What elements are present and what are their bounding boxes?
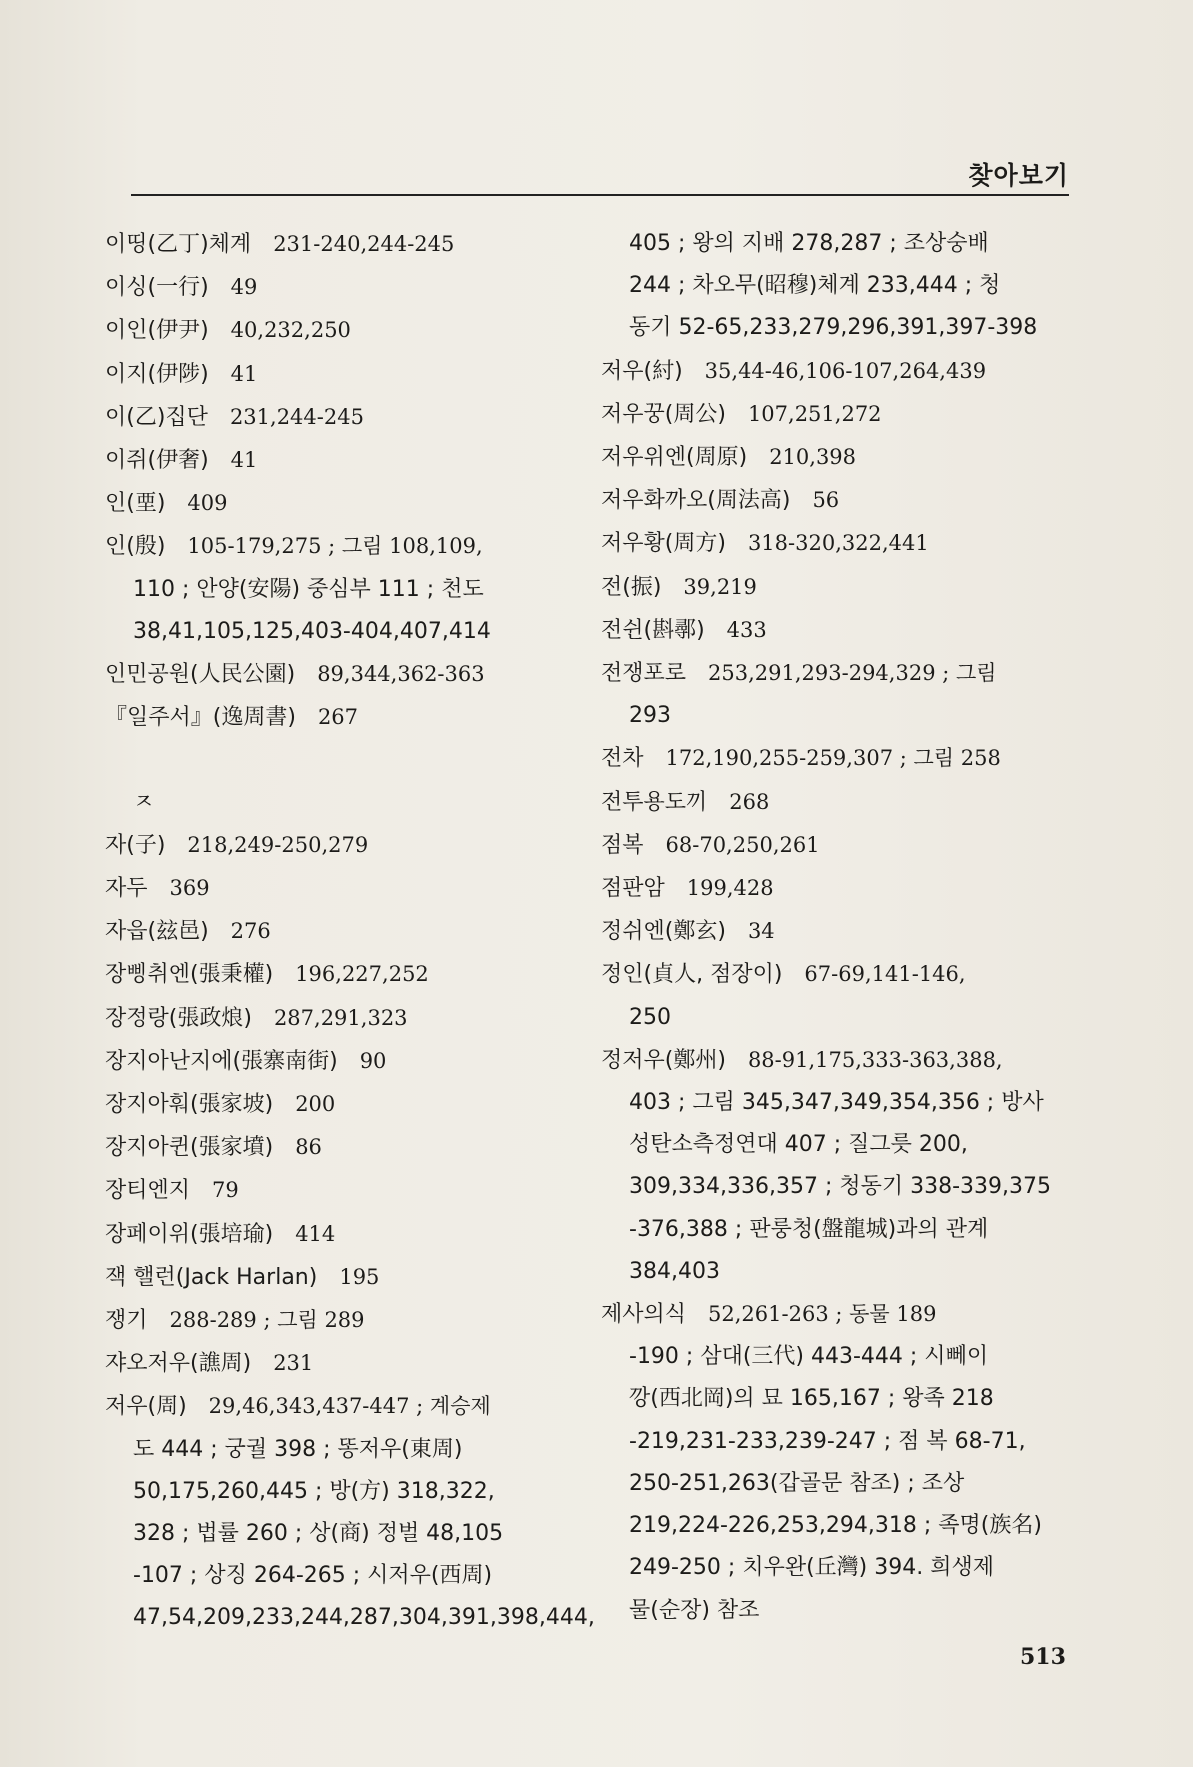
index-term: 인(殷) xyxy=(105,534,166,560)
blank-line xyxy=(133,739,593,781)
index-entry-continuation: 219,224-226,253,294,318 ; 족명(族名) xyxy=(629,1513,1042,1539)
index-entry xyxy=(601,824,1084,867)
index-entry-continuation: 328 ; 법률 260 ; 상(商) 정벌 48,105 xyxy=(133,1521,504,1547)
index-page-refs: 369 xyxy=(169,876,210,901)
index-entry-continuation: -190 ; 삼대(三代) 443-444 ; 시뻬이 xyxy=(629,1344,989,1370)
index-entry-continuation: 403 ; 그림 345,347,349,354,356 ; 방사 xyxy=(629,1090,1044,1116)
index-page-refs: 231,244-245 xyxy=(229,404,364,429)
index-entry-continuation: 도 444 ; 궁궐 398 ; 똥저우(東周) xyxy=(133,1436,463,1462)
index-term: 저우황(周方) xyxy=(601,531,726,557)
index-term: 저우꿍(周公) xyxy=(601,401,726,427)
index-entry-continuation: 250 xyxy=(629,1004,671,1030)
index-page-refs: 56 xyxy=(812,488,840,513)
index-entry xyxy=(105,309,593,352)
index-term: 정인(貞人, 점장이) xyxy=(601,962,783,988)
index-entry xyxy=(601,566,1084,609)
index-page-refs: 41 xyxy=(230,361,258,386)
index-page-refs: 35,44-46,106-107,264,439 xyxy=(704,358,987,383)
index-entry xyxy=(601,393,1084,436)
index-entry xyxy=(601,652,1084,695)
index-entry xyxy=(105,266,593,309)
index-entry xyxy=(105,353,593,396)
index-page-refs: 318-320,322,441 xyxy=(747,531,929,556)
index-page-refs: 210,398 xyxy=(769,445,857,470)
index-page-refs: 231 xyxy=(273,1351,314,1376)
index-page-refs: 68-70,250,261 xyxy=(665,832,820,857)
index-term: 정쉬엔(鄭玄) xyxy=(601,919,726,945)
index-column-left xyxy=(105,223,595,1640)
index-term: 장지아난지에(張寨南街) xyxy=(105,1048,338,1074)
index-page-refs: 40,232,250 xyxy=(230,318,351,343)
index-entry-continuation: 50,175,260,445 ; 방(方) 318,322, xyxy=(133,1478,495,1504)
index-column-right xyxy=(601,223,1084,1632)
index-page-refs: 107,251,272 xyxy=(747,401,882,426)
index-entry-continuation: -107 ; 상징 264-265 ; 시저우(西周) xyxy=(133,1563,493,1589)
index-page-refs: 89,344,362-363 xyxy=(317,662,485,687)
index-entry xyxy=(601,522,1084,565)
index-page-refs: 268 xyxy=(729,789,770,814)
index-entry xyxy=(105,953,593,996)
index-entry-continuation: 성탄소측정연대 407 ; 질그릇 200, xyxy=(629,1132,968,1158)
index-term: 인(垔) xyxy=(105,491,166,517)
index-entry xyxy=(601,609,1084,652)
index-entry xyxy=(105,1083,593,1126)
index-term: 이지(伊陟) xyxy=(105,361,209,387)
index-entry-continuation: 384,403 xyxy=(629,1258,720,1284)
index-term: 저우(紂) xyxy=(601,358,683,384)
index-page-refs: 218,249-250,279 xyxy=(187,832,369,857)
index-term: 장지아훠(張家坡) xyxy=(105,1092,274,1118)
index-term: 정저우(鄭州) xyxy=(601,1047,726,1073)
index-term: 장지아퀸(張家墳) xyxy=(105,1135,274,1161)
index-entry xyxy=(601,479,1084,522)
index-term: 자읍(玆邑) xyxy=(105,919,209,945)
index-page-refs: 49 xyxy=(230,275,258,300)
index-entry xyxy=(105,1213,593,1256)
index-entry-continuation: 38,41,105,125,403-404,407,414 xyxy=(133,618,491,644)
index-page-refs: 195 xyxy=(339,1264,380,1289)
index-page-refs: 267 xyxy=(317,705,359,730)
index-page-refs: 172,190,255-259,307 ; 그림 258 xyxy=(665,746,1001,771)
index-term: 이인(伊尹) xyxy=(105,318,209,344)
index-term: 전쉰(斟鄩) xyxy=(601,617,705,643)
index-page-refs: 52,261-263 ; 동물 189 xyxy=(708,1302,937,1327)
index-term: 전(振) xyxy=(601,574,662,600)
index-entry-continuation: 물(순장) 참조 xyxy=(629,1597,760,1623)
page-number: 513 xyxy=(1020,1644,1066,1670)
index-entry xyxy=(601,436,1084,479)
index-term: 제사의식 xyxy=(601,1302,687,1328)
index-entry xyxy=(601,737,1084,780)
index-term: 전쟁포로 xyxy=(601,661,687,687)
index-page-refs: 287,291,323 xyxy=(273,1005,408,1030)
header-rule xyxy=(131,194,1069,196)
index-entry-continuation: 깡(西北岡)의 묘 165,167 ; 왕족 218 xyxy=(629,1386,994,1412)
index-entry xyxy=(105,439,593,482)
index-entry-continuation: 249-250 ; 치우완(丘灣) 394. 희생제 xyxy=(629,1555,994,1581)
index-entry-continuation: 동기 52-65,233,279,296,391,397-398 xyxy=(629,315,1038,341)
index-page-refs: 276 xyxy=(230,919,271,944)
index-term: 『일주서』(逸周書) xyxy=(105,705,296,731)
index-page-refs: 88-91,175,333-363,388, xyxy=(747,1047,1003,1072)
index-entry xyxy=(601,1039,1084,1082)
index-entry xyxy=(105,1040,593,1083)
index-entry-continuation: 293 xyxy=(629,703,671,729)
index-entry xyxy=(105,396,593,439)
index-entry xyxy=(105,1256,593,1299)
index-term: 저우위엔(周原) xyxy=(601,445,748,471)
index-entry xyxy=(105,1385,593,1428)
index-page-refs: 231-240,244-245 xyxy=(273,232,455,256)
index-page-refs: 29,46,343,437-447 ; 계승제 xyxy=(208,1394,491,1419)
index-entry xyxy=(105,223,593,266)
index-entry xyxy=(601,910,1084,953)
index-entry-continuation: 309,334,336,357 ; 청동기 338-339,375 xyxy=(629,1174,1051,1200)
index-page-refs: 86 xyxy=(295,1135,322,1160)
index-entry xyxy=(105,1126,593,1169)
index-entry xyxy=(105,1342,593,1385)
section-letter-heading: ㅈ xyxy=(133,789,155,815)
index-term: 쟁기 xyxy=(105,1308,148,1334)
index-entry xyxy=(105,824,593,867)
index-page-refs: 414 xyxy=(295,1221,336,1246)
index-page-refs: 79 xyxy=(212,1178,239,1203)
index-term: 점판암 xyxy=(601,876,665,902)
index-page-refs: 39,219 xyxy=(683,574,757,599)
index-page-refs: 199,428 xyxy=(686,876,774,901)
index-page-refs: 34 xyxy=(747,919,775,944)
index-entry xyxy=(105,1169,593,1212)
index-entry xyxy=(105,696,593,739)
index-page-refs: 253,291,293-294,329 ; 그림 xyxy=(708,661,997,686)
index-entry-continuation: -376,388 ; 판룽청(盤龍城)과의 관계 xyxy=(629,1216,989,1242)
index-page-refs: 41 xyxy=(230,448,258,473)
index-page-refs: 200 xyxy=(295,1092,336,1117)
index-term: 저우화까오(周法高) xyxy=(601,488,791,514)
index-entry-continuation: 244 ; 차오무(昭穆)체계 233,444 ; 청 xyxy=(629,273,1001,299)
index-entry-continuation: 47,54,209,233,244,287,304,391,398,444, xyxy=(133,1605,595,1631)
index-entry xyxy=(105,653,593,696)
index-entry xyxy=(601,953,1084,996)
index-entry xyxy=(105,482,593,525)
index-page-refs: 105-179,275 ; 그림 108,109, xyxy=(187,534,483,559)
index-entry xyxy=(105,525,593,568)
index-term: 장삥취엔(張秉權) xyxy=(105,962,274,988)
index-page-refs: 196,227,252 xyxy=(295,962,429,987)
index-entry xyxy=(105,867,593,910)
index-page-refs: 288-289 ; 그림 289 xyxy=(169,1308,365,1333)
index-entry xyxy=(105,1299,593,1342)
index-term: 이싱(一行) xyxy=(105,275,209,301)
index-term: 저우(周) xyxy=(105,1394,187,1420)
index-term: 자(子) xyxy=(105,832,166,858)
index-page-refs: 409 xyxy=(187,491,228,516)
index-term: 쟈오저우(譙周) xyxy=(105,1351,252,1377)
index-term: 이쥐(伊奢) xyxy=(105,448,209,474)
index-entry xyxy=(601,781,1084,824)
index-entry xyxy=(105,997,593,1040)
index-term: 점복 xyxy=(601,832,644,858)
index-term: 이(乙)집단 xyxy=(105,404,208,430)
index-entry xyxy=(105,910,593,953)
index-entry xyxy=(601,350,1084,393)
index-term: 자두 xyxy=(105,876,148,902)
index-entry-continuation: 110 ; 안양(安陽) 중심부 111 ; 천도 xyxy=(133,576,484,602)
index-page-refs: 90 xyxy=(359,1048,387,1073)
index-term: 장페이위(張培瑜) xyxy=(105,1221,274,1247)
index-term: 인민공원(人民公園) xyxy=(105,662,296,688)
index-entry xyxy=(601,867,1084,910)
index-entry-continuation: 405 ; 왕의 지배 278,287 ; 조상숭배 xyxy=(629,231,989,256)
index-entry-continuation: 250-251,263(갑골문 참조) ; 조상 xyxy=(629,1470,965,1496)
index-term: 전투용도끼 xyxy=(601,789,708,815)
index-term: 장티엔지 xyxy=(105,1178,191,1204)
index-entry xyxy=(601,1293,1084,1336)
index-term: 이띵(乙丁)체계 xyxy=(105,232,252,257)
index-term: 잭 핼런(Jack Harlan) xyxy=(105,1264,318,1290)
index-page-refs: 67-69,141-146, xyxy=(804,962,966,987)
index-term: 전차 xyxy=(601,746,644,772)
index-term: 장정랑(張政烺) xyxy=(105,1005,252,1031)
index-entry-continuation: -219,231-233,239-247 ; 점 복 68-71, xyxy=(629,1428,1026,1454)
running-head: 찾아보기 xyxy=(968,161,1069,190)
index-page-refs: 433 xyxy=(726,617,767,642)
